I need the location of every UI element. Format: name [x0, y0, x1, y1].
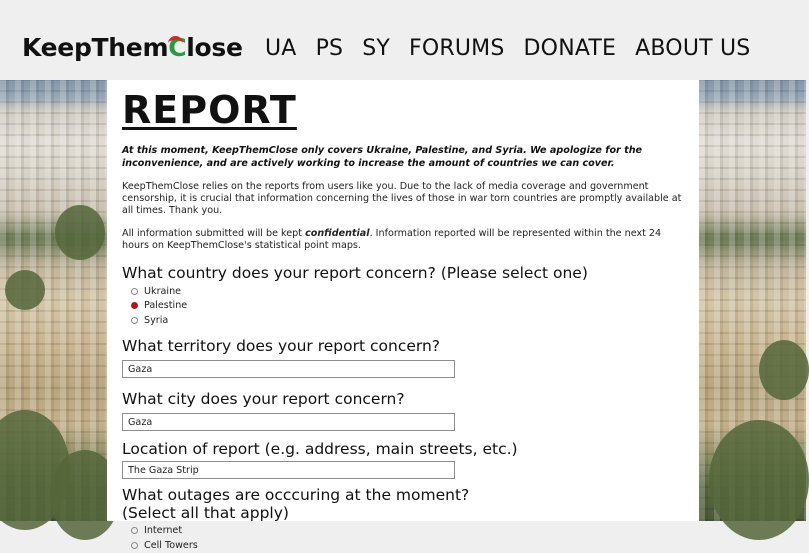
site-logo[interactable]	[22, 33, 243, 62]
background-image-left	[0, 80, 107, 521]
outages-question: What outages are occcuring at the moment? (Select all that apply)	[122, 485, 470, 522]
main-nav	[265, 36, 769, 61]
radio-ukraine[interactable]: Ukraine	[131, 284, 699, 299]
confidentiality-paragraph: All information submitted will be kept confidential. Information reported will be represented within the next 24 hours on KeepThemClose's statistical point maps.	[122, 228, 662, 251]
background-image-right	[699, 80, 806, 521]
page-title: REPORT	[122, 88, 297, 132]
country-question: What country does your report concern? (Please select one)	[122, 264, 588, 282]
territory-question: What territory does your report concern?	[122, 336, 441, 355]
city-question: What city does your report concern?	[122, 389, 405, 408]
logo-c-icon: C	[168, 33, 187, 62]
outages-checkbox-group	[131, 524, 699, 553]
radio-syria[interactable]: Syria	[131, 313, 699, 328]
city-input[interactable]: Gaza	[122, 413, 455, 431]
checkbox-cell-towers[interactable]: Cell Towers	[131, 538, 699, 553]
radio-unselected-icon[interactable]	[131, 288, 138, 295]
nav-sy[interactable]: SY	[362, 36, 391, 61]
radio-palestine[interactable]: Palestine	[131, 299, 699, 314]
report-panel	[107, 80, 699, 551]
checkbox-icon[interactable]	[131, 542, 138, 549]
location-question: Location of report (e.g. address, main streets, etc.)	[122, 439, 518, 458]
intro-paragraph: KeepThemClose relies on the reports from users like you. Due to the lack of media coverage and government censorship, it is crucial that information concerning the lives of those in war torn countries are promptly available at all times. Thank you.	[122, 181, 682, 216]
location-input[interactable]: The Gaza Strip	[122, 461, 455, 479]
logo-text: KeepThem	[22, 33, 169, 62]
nav-donate[interactable]: DONATE	[523, 36, 617, 61]
site-header	[0, 0, 806, 80]
nav-ua[interactable]: UA	[265, 36, 297, 61]
radio-unselected-icon[interactable]	[131, 317, 138, 324]
nav-ps[interactable]: PS	[315, 36, 344, 61]
coverage-notice: At this moment, KeepThemClose only covers Ukraine, Palestine, and Syria. We apologize for the inconvenience, and are actively working to increase the amount of countries we can cover.	[122, 145, 643, 169]
logo-text-end: lose	[186, 33, 243, 62]
checkbox-internet[interactable]: Internet	[131, 524, 699, 539]
nav-about-us[interactable]: ABOUT US	[635, 36, 751, 61]
checkbox-icon[interactable]	[131, 527, 138, 534]
nav-forums[interactable]: FORUMS	[409, 36, 505, 61]
radio-selected-icon[interactable]	[131, 302, 138, 309]
country-radio-group	[131, 284, 699, 328]
territory-input[interactable]: Gaza	[122, 360, 455, 378]
